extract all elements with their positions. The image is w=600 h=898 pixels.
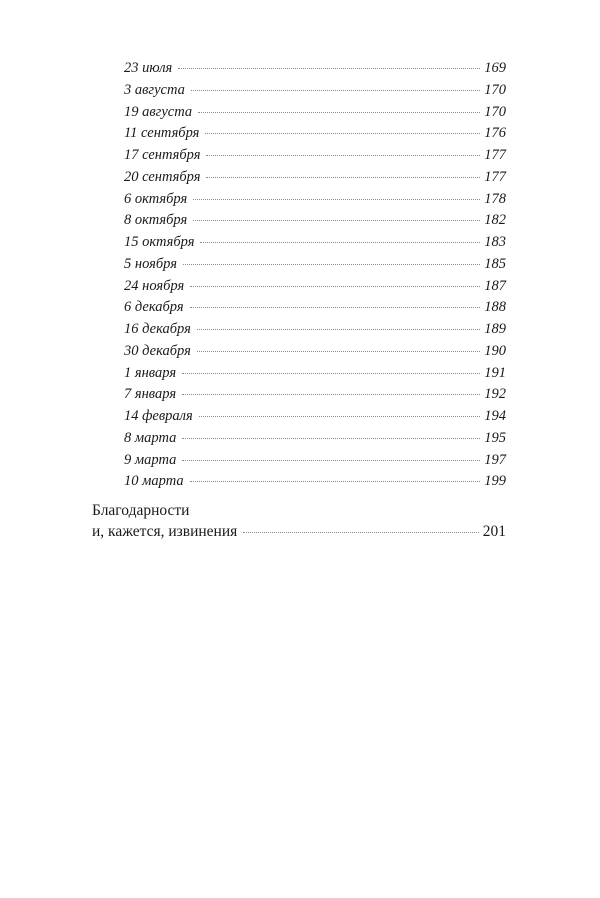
toc-entry-page: 191 [484, 364, 506, 381]
toc-entry-label: 8 октября [124, 212, 188, 229]
dot-leader [197, 329, 480, 330]
dot-leader [182, 460, 480, 461]
toc-entry-page: 182 [484, 212, 506, 229]
toc-entry [124, 297, 506, 319]
toc-entry-page: 185 [484, 255, 506, 272]
toc-final-entry-subtitle: и, кажется, извинения [92, 523, 238, 540]
toc-entry-label: 6 октября [124, 190, 188, 207]
dot-leader [190, 307, 481, 308]
toc-entry [124, 254, 506, 276]
toc-entry-label: 6 декабря [124, 299, 184, 316]
toc-entry-label: 10 марта [124, 473, 184, 490]
toc-entry [124, 80, 506, 102]
dot-leader [182, 373, 480, 374]
toc-entry-page: 192 [484, 386, 506, 403]
toc-entry-label: 11 сентября [124, 125, 200, 142]
toc-entry [124, 102, 506, 124]
toc-entry-label: 17 сентября [124, 147, 201, 163]
dot-leader [243, 532, 478, 533]
dot-leader [193, 220, 480, 221]
toc-entry [124, 145, 506, 167]
dot-leader [190, 286, 480, 287]
toc-entry [124, 232, 506, 254]
toc-entry-page: 194 [484, 408, 506, 424]
toc-entry-label: 20 сентября [124, 168, 201, 185]
dot-leader [199, 416, 481, 417]
toc-entry [124, 471, 506, 493]
dot-leader [183, 264, 480, 265]
toc-entry-page: 176 [484, 125, 506, 142]
dot-leader [205, 133, 480, 134]
dot-leader [200, 242, 480, 243]
toc-entry-page: 190 [484, 342, 506, 359]
toc-entry-page: 187 [484, 277, 506, 294]
toc-entry-label: 15 октября [124, 234, 195, 250]
toc-entry-label: 5 ноября [124, 255, 177, 272]
dot-leader [193, 199, 480, 200]
toc-final-entry-title: Благодарности [92, 502, 190, 519]
toc-entry [124, 341, 506, 363]
toc-entry [124, 363, 506, 385]
toc-entry-page: 195 [484, 429, 506, 446]
toc-entry-label: 9 марта [124, 451, 177, 468]
toc-entry [124, 123, 506, 145]
toc-entry [124, 319, 506, 341]
dot-leader [190, 481, 481, 482]
toc-entry [124, 384, 506, 406]
dot-leader [191, 90, 480, 91]
toc-entry-label: 3 августа [124, 81, 185, 98]
toc-final-entry [92, 500, 506, 542]
dot-leader [206, 155, 480, 156]
toc-entry [124, 167, 506, 189]
toc-entry [124, 428, 506, 450]
toc-entry-label: 1 января [124, 364, 177, 381]
toc-entry [124, 276, 506, 298]
toc-final-entry-page: 201 [482, 523, 506, 540]
toc-entry [124, 58, 506, 80]
toc-entry [124, 189, 506, 211]
toc-entry [124, 406, 506, 428]
toc-entry-page: 177 [484, 168, 506, 185]
dot-leader [182, 438, 480, 439]
toc-entry [124, 450, 506, 472]
dot-leader [197, 351, 480, 352]
toc-entry-page: 199 [484, 473, 506, 490]
toc-entry-page: 170 [484, 81, 506, 98]
dot-leader [182, 394, 480, 395]
toc-entry-page: 197 [484, 451, 506, 468]
toc-entry-label: 30 декабря [124, 342, 191, 359]
toc-entry-page: 178 [484, 190, 506, 207]
toc-entry-label: 14 февраля [124, 408, 193, 424]
toc-entry-page: 177 [484, 147, 506, 163]
toc-entry [124, 210, 506, 232]
toc-entry-label: 8 марта [124, 429, 177, 446]
toc-entry-label: 24 ноября [124, 277, 185, 294]
toc-entry-label: 16 декабря [124, 321, 191, 337]
toc-entry-page: 183 [484, 234, 506, 250]
toc-entry-label: 7 января [124, 386, 177, 403]
toc-entry-label: 23 июля [124, 60, 173, 76]
dot-leader [198, 112, 480, 113]
toc-entry-label: 19 августа [124, 103, 193, 120]
toc-final-entry-row [92, 521, 506, 542]
dot-leader [206, 177, 480, 178]
toc-entry-page: 170 [484, 103, 506, 120]
toc-entry-page: 188 [484, 299, 506, 316]
toc-entry-page: 169 [484, 60, 506, 76]
dot-leader [178, 68, 480, 69]
toc-list [124, 58, 506, 493]
toc-entry-page: 189 [484, 321, 506, 337]
